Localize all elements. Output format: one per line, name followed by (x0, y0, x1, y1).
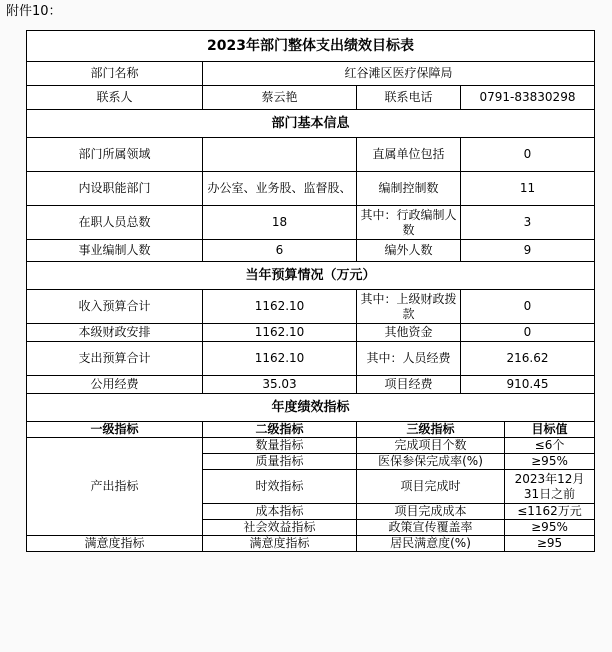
other-funds-label: 其他资金 (357, 324, 461, 342)
section-basic-info: 部门基本信息 (27, 110, 595, 138)
contact-value: 蔡云艳 (203, 86, 357, 110)
field-label: 部门所属领域 (27, 138, 203, 172)
table-row-level3: 项目完成时 (357, 470, 505, 504)
staff-total-value: 18 (203, 206, 357, 240)
career-staff-label: 事业编制人数 (27, 240, 203, 262)
internal-depts-value: 办公室、业务股、监督股、 (203, 172, 357, 206)
attachment-label: 附件10： (6, 4, 62, 19)
phone-label: 联系电话 (357, 86, 461, 110)
table-row-level2: 质量指标 (203, 454, 357, 470)
project-value: 910.45 (461, 376, 595, 394)
contact-label: 联系人 (27, 86, 203, 110)
output-indicator-label: 产出指标 (27, 438, 203, 536)
staff-quota-value: 11 (461, 172, 595, 206)
table-row-level2: 数量指标 (203, 438, 357, 454)
field-value (203, 138, 357, 172)
header-level2: 二级指标 (203, 422, 357, 438)
expense-total-label: 支出预算合计 (27, 342, 203, 376)
income-total-value: 1162.10 (203, 290, 357, 324)
personnel-value: 216.62 (461, 342, 595, 376)
table-row-target: ≤6个 (505, 438, 595, 454)
header-level1: 一级指标 (27, 422, 203, 438)
table-row-level2: 社会效益指标 (203, 520, 357, 536)
other-funds-value: 0 (461, 324, 595, 342)
project-label: 项目经费 (357, 376, 461, 394)
performance-target-table (26, 30, 595, 552)
career-staff-value: 6 (203, 240, 357, 262)
table-row-level3: 医保参保完成率(%) (357, 454, 505, 470)
staff-total-label: 在职人员总数 (27, 206, 203, 240)
table-row-level3: 项目完成成本 (357, 504, 505, 520)
extra-staff-value: 9 (461, 240, 595, 262)
admin-staff-label: 其中：行政编制人数 (357, 206, 461, 240)
staff-quota-label: 编制控制数 (357, 172, 461, 206)
table-row-target: 2023年12月31日之前 (505, 470, 595, 504)
table-row-target: ≥95 (505, 536, 595, 552)
expense-total-value: 1162.10 (203, 342, 357, 376)
local-funds-value: 1162.10 (203, 324, 357, 342)
table-row-level3: 居民满意度(%) (357, 536, 505, 552)
header-level3: 三级指标 (357, 422, 505, 438)
table-row-target: ≤1162万元 (505, 504, 595, 520)
personnel-label: 其中：人员经费 (357, 342, 461, 376)
table-row-level2: 成本指标 (203, 504, 357, 520)
table-row-target: ≥95% (505, 454, 595, 470)
dept-name-value: 红谷滩区医疗保障局 (203, 62, 595, 86)
phone-value: 0791-83830298 (461, 86, 595, 110)
satisfaction-indicator-label: 满意度指标 (27, 536, 203, 552)
table-row-level2: 时效指标 (203, 470, 357, 504)
income-total-label: 收入预算合计 (27, 290, 203, 324)
table-row-level3: 政策宣传覆盖率 (357, 520, 505, 536)
public-value: 35.03 (203, 376, 357, 394)
direct-units-label: 直属单位包括 (357, 138, 461, 172)
table-row-level2: 满意度指标 (203, 536, 357, 552)
admin-staff-value: 3 (461, 206, 595, 240)
extra-staff-label: 编外人数 (357, 240, 461, 262)
public-label: 公用经费 (27, 376, 203, 394)
section-budget: 当年预算情况（万元） (27, 262, 595, 290)
table-row-level3: 完成项目个数 (357, 438, 505, 454)
header-target: 目标值 (505, 422, 595, 438)
section-performance: 年度绩效指标 (27, 394, 595, 422)
table-row-target: ≥95% (505, 520, 595, 536)
superior-funds-value: 0 (461, 290, 595, 324)
superior-funds-label: 其中：上级财政拨款 (357, 290, 461, 324)
local-funds-label: 本级财政安排 (27, 324, 203, 342)
internal-depts-label: 内设职能部门 (27, 172, 203, 206)
direct-units-value: 0 (461, 138, 595, 172)
table-title: 2023年部门整体支出绩效目标表 (27, 31, 595, 62)
dept-name-label: 部门名称 (27, 62, 203, 86)
